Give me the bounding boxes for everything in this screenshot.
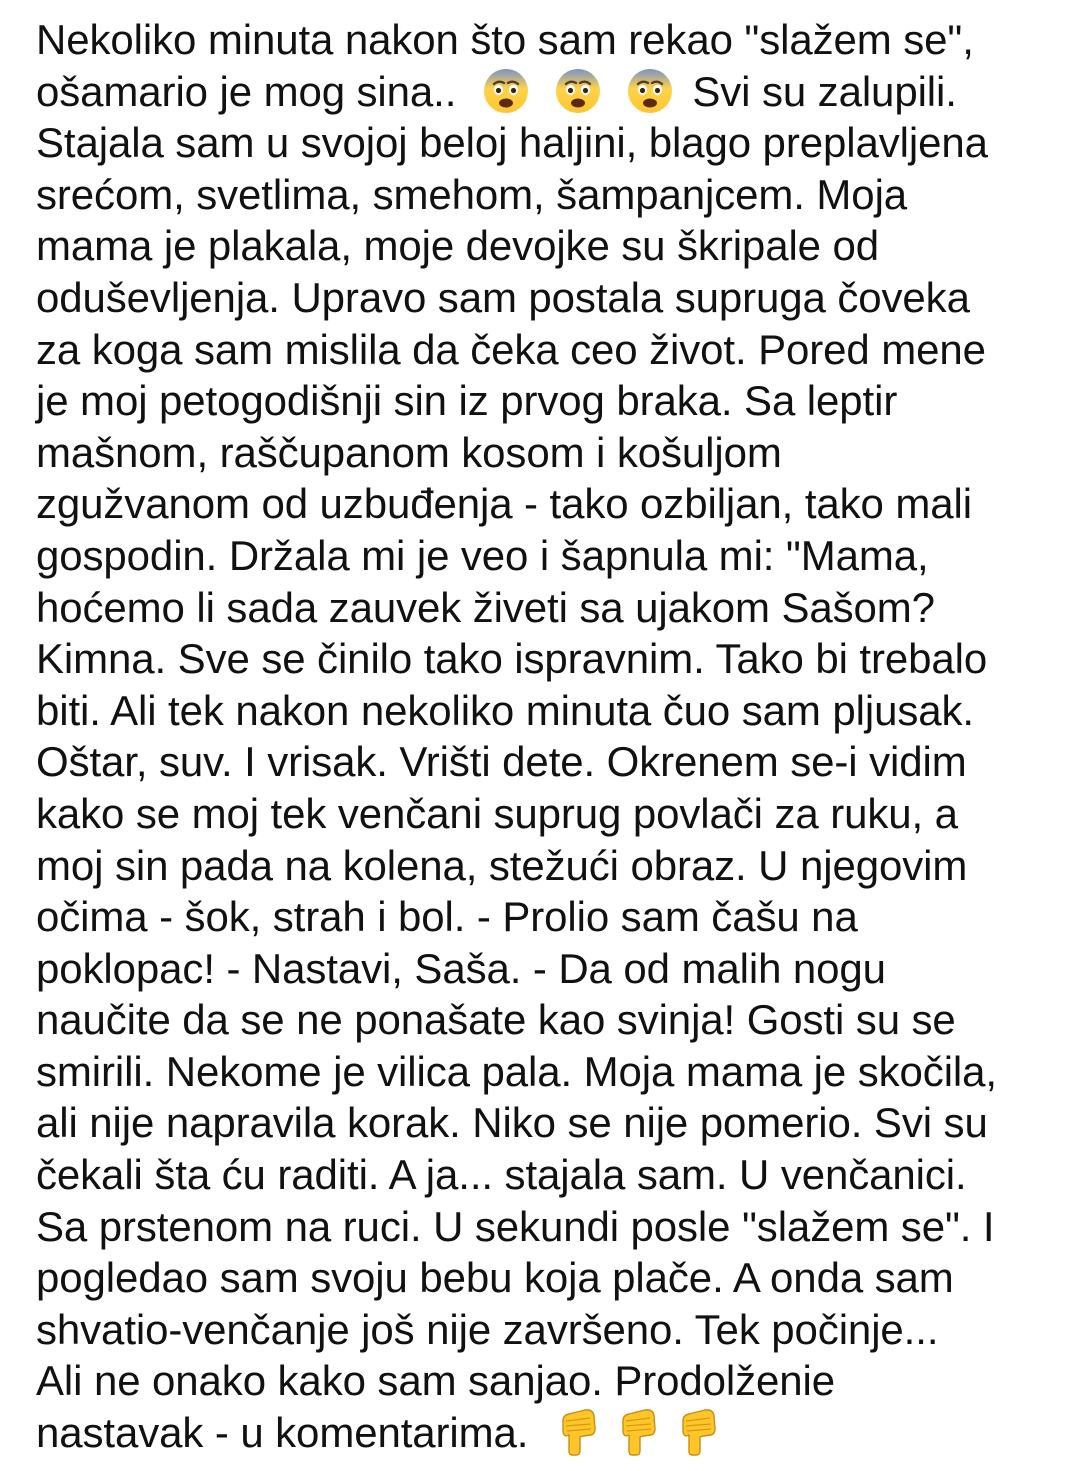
post-line — [36, 1046, 1046, 1098]
post-line-text: oduševljenja. Upravo sam postala supruga čoveka — [36, 273, 970, 321]
post-line-text: Oštar, suv. I vrisak. Vrišti dete. Okrenem se-i vidim — [36, 738, 967, 786]
post-line-text: Svi su zalupili. — [692, 67, 957, 115]
post-line — [36, 1201, 1046, 1253]
post-line-text: mama je plakala, moje devojke su škripale od — [36, 222, 880, 270]
post-line-text: gospodin. Držala mi je veo i šapnula mi: "Mama, — [36, 531, 929, 579]
post-line — [36, 1355, 1046, 1407]
post-line — [36, 220, 1046, 272]
post-line — [36, 14, 1046, 66]
post-line — [36, 1407, 1046, 1459]
post-line — [36, 530, 1046, 582]
post-line — [36, 685, 1046, 737]
post-text — [36, 14, 1046, 1459]
post-line — [36, 1252, 1046, 1304]
backhand-index-pointing-down-icon — [558, 1407, 600, 1457]
post-line — [36, 427, 1046, 479]
post-line — [36, 375, 1046, 427]
post-line-text: mašnom, raščupanom kosom i košuljom — [36, 428, 782, 476]
post-line — [36, 272, 1046, 324]
post-line-text: srećom, svetlima, smehom, šampanjcem. Moja — [36, 170, 908, 218]
post-line — [36, 66, 1046, 118]
backhand-index-pointing-down-icon — [618, 1407, 660, 1457]
post-line-text: ošamario je mog sina.. — [36, 67, 457, 115]
post-line — [36, 324, 1046, 376]
post-line-text: kako se moj tek venčani suprug povlači za ruku, a — [36, 789, 958, 837]
post-line — [36, 994, 1046, 1046]
post-line — [36, 169, 1046, 221]
post-line-text: Sa prstenom na ruci. U sekundi posle "slažem se". I — [36, 1202, 995, 1250]
post-line-text: naučite da se ne ponašate kao svinja! Gosti su se — [36, 996, 956, 1044]
post-line-text: Ali ne onako kako sam sanjao. Prodolženie — [36, 1357, 836, 1405]
post-line — [36, 840, 1046, 892]
post-line — [36, 1149, 1046, 1201]
post-line-text: za koga sam mislila da čeka ceo život. Pored mene — [36, 325, 986, 373]
backhand-index-pointing-down-icon — [678, 1407, 720, 1457]
post-line — [36, 891, 1046, 943]
post-line — [36, 943, 1046, 995]
fearful-face-icon — [482, 67, 530, 115]
post-line-text: čekali šta ću raditi. A ja... stajala sam. U venčanici. — [36, 1151, 967, 1199]
post-line-text: smirili. Nekome je vilica pala. Moja mama je skočila, — [36, 1047, 997, 1095]
post-line — [36, 633, 1046, 685]
post-line-text: očima - šok, strah i bol. - Prolio sam čašu na — [36, 893, 858, 941]
post-line-text: Stajala sam u svojoj beloj haljini, blago preplavljena — [36, 119, 988, 167]
post-line-text: je moj petogodišnji sin iz prvog braka. Sa leptir — [36, 377, 898, 425]
post-line — [36, 1097, 1046, 1149]
post-line — [36, 117, 1046, 169]
post-line-text: biti. Ali tek nakon nekoliko minuta čuo sam pljusak. — [36, 686, 974, 734]
post-line — [36, 582, 1046, 634]
fearful-face-icon — [554, 67, 602, 115]
post-line — [36, 1304, 1046, 1356]
post-line-text: Kimna. Sve se činilo tako ispravnim. Tako bi trebalo — [36, 635, 988, 683]
post-line-text: pogledao sam svoju bebu koja plače. A onda sam — [36, 1254, 954, 1302]
post-line-text: hoćemo li sada zauvek živeti sa ujakom Sašom? — [36, 583, 935, 631]
post-line — [36, 788, 1046, 840]
post-line-text: Nekoliko minuta nakon što sam rekao "slažem se", — [36, 16, 974, 63]
post-line-text: moj sin pada na kolena, stežući obraz. U njegovim — [36, 841, 968, 889]
fearful-face-icon — [626, 67, 674, 115]
post-line-text: shvatio-venčanje još nije završeno. Tek počinje... — [36, 1305, 939, 1353]
post-line-text: poklopac! - Nastavi, Saša. - Da od malih nogu — [36, 944, 886, 992]
post-line — [36, 478, 1046, 530]
post-line — [36, 736, 1046, 788]
post-line-text: zgužvanom od uzbuđenja - tako ozbiljan, tako mali — [36, 480, 972, 528]
post-line-text: ali nije napravila korak. Niko se nije pomerio. Svi su — [36, 1099, 988, 1147]
post-line-text: nastavak - u komentarima. — [36, 1409, 529, 1457]
